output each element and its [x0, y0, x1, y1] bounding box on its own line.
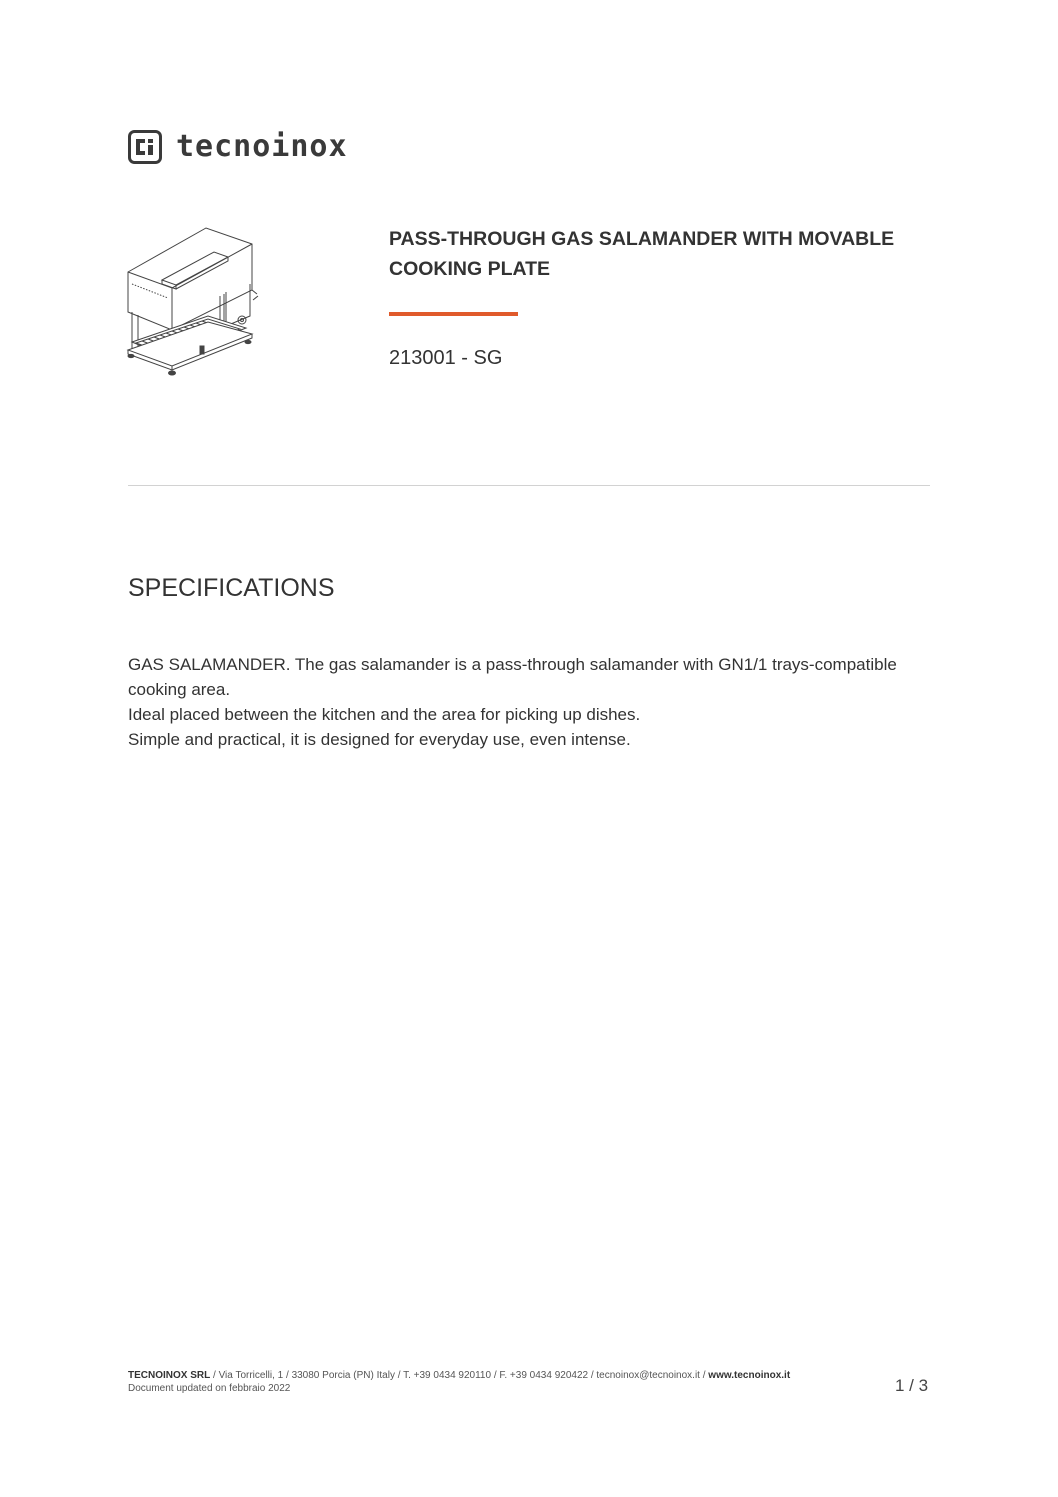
brand-wordmark: tecnoinox [176, 129, 348, 164]
footer-company: TECNOINOX SRL [128, 1370, 211, 1381]
specifications-body [128, 652, 933, 752]
footer-contact-line [128, 1369, 790, 1382]
spec-paragraph: Ideal placed between the kitchen and the area for picking up dishes. [128, 705, 641, 724]
page-footer [128, 1369, 790, 1395]
footer-updated: Document updated on febbraio 2022 [128, 1383, 291, 1394]
section-divider [128, 485, 930, 486]
product-title: PASS-THROUGH GAS SALAMANDER WITH MOVABLE COOKING PLATE [389, 228, 895, 280]
ti-logo-icon [128, 130, 162, 164]
page-number: 1 / 3 [895, 1376, 929, 1395]
gas-salamander-illustration [122, 222, 268, 380]
spec-paragraph: GAS SALAMANDER. The gas salamander is a pass-through salamander with GN1/1 trays-compatible cooking area. [128, 655, 897, 699]
footer-address: / Via Torricelli, 1 / 33080 Porcia (PN) Italy / T. +39 0434 920110 / F. +39 0434 920422 / tecnoinox@tecnoinox.it / [210, 1370, 709, 1381]
spec-paragraph: Simple and practical, it is designed for everyday use, even intense. [128, 730, 631, 749]
title-accent-line [389, 312, 518, 316]
brand-logo [128, 129, 348, 165]
footer-website-link[interactable]: www.tecnoinox.it [708, 1370, 791, 1381]
specifications-heading: SPECIFICATIONS [128, 574, 335, 602]
product-code: 213001 - SG [389, 347, 503, 369]
